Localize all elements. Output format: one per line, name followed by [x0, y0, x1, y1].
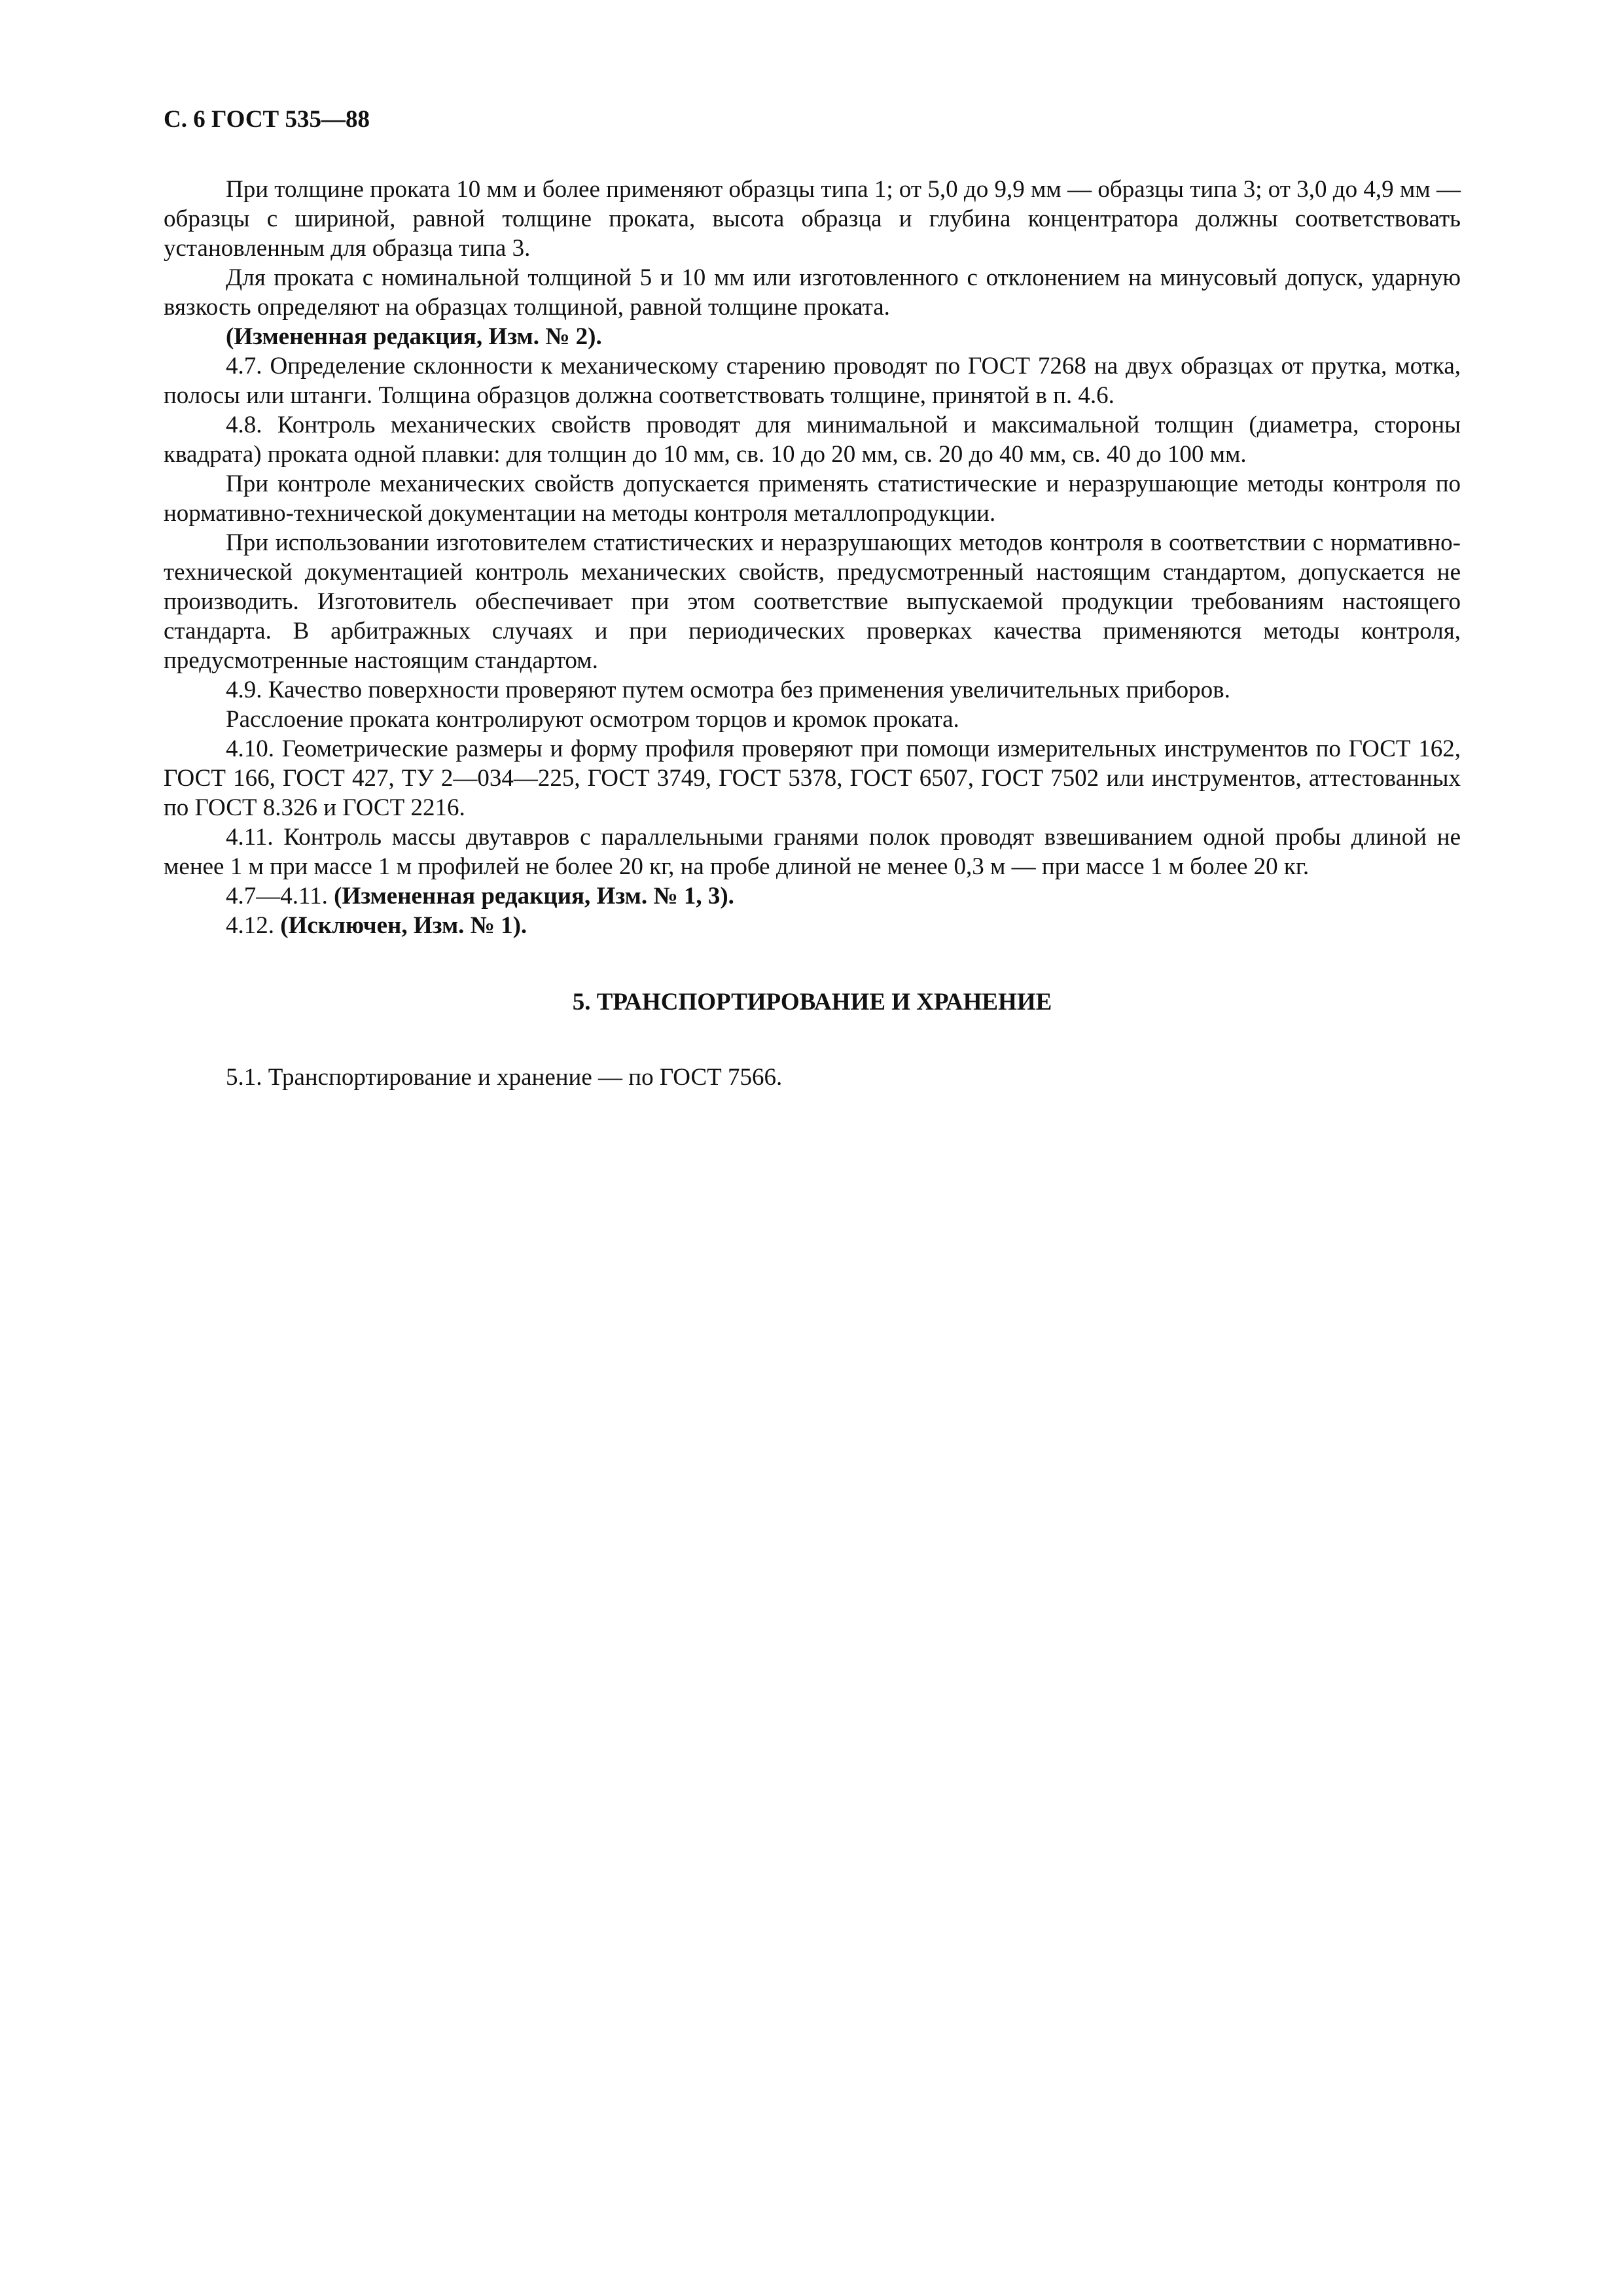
excluded-note-bold: (Исключен, Изм. № 1).: [280, 912, 527, 939]
section-5-heading: 5. ТРАНСПОРТИРОВАНИЕ И ХРАНЕНИЕ: [572, 989, 1052, 1016]
paragraph-4-11: 4.11. Контроль массы двутавров с параллельными гранями полок проводят взвешиванием одной пробы длиной не менее 1 м при массе 1 м профилей не более 20 кг, на пробе длиной не менее 0,3 м — при массе 1 м более 20 кг.: [164, 824, 1461, 880]
paragraph-4-9: 4.9. Качество поверхности проверяют путем осмотра без применения увеличительных приборов.: [226, 677, 1230, 703]
paragraph-manufacturer-control: При использовании изготовителем статистических и неразрушающих методов контроля в соответствии с нормативно-технической документацией контроль механических свойств, предусмотренный настоящим стандартом, допускается не производить. Изготовитель обеспечивает при этом соответствие выпускаемой продукции требованиям настоящего стандарта. В арбитражных случаях и при периодических проверках качества применяются методы контроля, предусмотренные настоящим стандартом.: [164, 529, 1461, 674]
paragraph-delamination: Расслоение проката контролируют осмотром торцов и кромок проката.: [226, 706, 959, 733]
paragraph-statistical-methods: При контроле механических свойств допускается применять статистические и неразрушающие методы контроля по нормативно-технической документации на методы контроля металлопродукции.: [164, 470, 1461, 527]
amendment-note-bold: (Измененная редакция, Изм. № 2).: [226, 323, 602, 350]
amendment-note-1-3-bold: (Измененная редакция, Изм. № 1, 3).: [334, 883, 734, 910]
page-header: С. 6 ГОСТ 535—88: [164, 106, 370, 133]
amendment-range-prefix: 4.7—4.11.: [226, 883, 334, 910]
paragraph-nominal-thickness: Для проката с номинальной толщиной 5 и 10 мм или изготовленного с отклонением на минусовый допуск, ударную вязкость определяют на образцах толщиной, равной толщине проката.: [164, 264, 1461, 321]
paragraph-4-10: 4.10. Геометрические размеры и форму профиля проверяют при помощи измерительных инструментов по ГОСТ 162, ГОСТ 166, ГОСТ 427, ТУ 2—034—225, ГОСТ 3749, ГОСТ 5378, ГОСТ 6507, ГОСТ 7502 или инструментов, аттестованных по ГОСТ 8.326 и ГОСТ 2216.: [164, 735, 1461, 821]
paragraph-4-12-excluded: [164, 911, 1461, 940]
excluded-prefix: 4.12.: [226, 912, 281, 939]
paragraph-5-1: 5.1. Транспортирование и хранение — по ГОСТ 7566.: [226, 1064, 783, 1091]
paragraph-amendment-2: [164, 322, 1461, 351]
paragraph-4-7: 4.7. Определение склонности к механическому старению проводят по ГОСТ 7268 на двух образцах от прутка, мотка, полосы или штанги. Толщина образцов должна соответствовать толщине, принятой в п. 4.6.: [164, 353, 1461, 409]
paragraph-specimen-types: При толщине проката 10 мм и более применяют образцы типа 1; от 5,0 до 9,9 мм — образцы типа 3; от 3,0 до 4,9 мм — образцы с шириной, равной толщине проката, высота образца и глубина концентратора должны соответствовать установленным для образца типа 3.: [164, 176, 1461, 262]
paragraph-4-8: 4.8. Контроль механических свойств проводят для минимальной и максимальной толщин (диаметра, стороны квадрата) проката одной плавки: для толщин до 10 мм, св. 10 до 20 мм, св. 20 до 40 мм, св. 40 до 100 мм.: [164, 412, 1461, 468]
paragraph-4-7-4-11-amendment: [164, 881, 1461, 911]
